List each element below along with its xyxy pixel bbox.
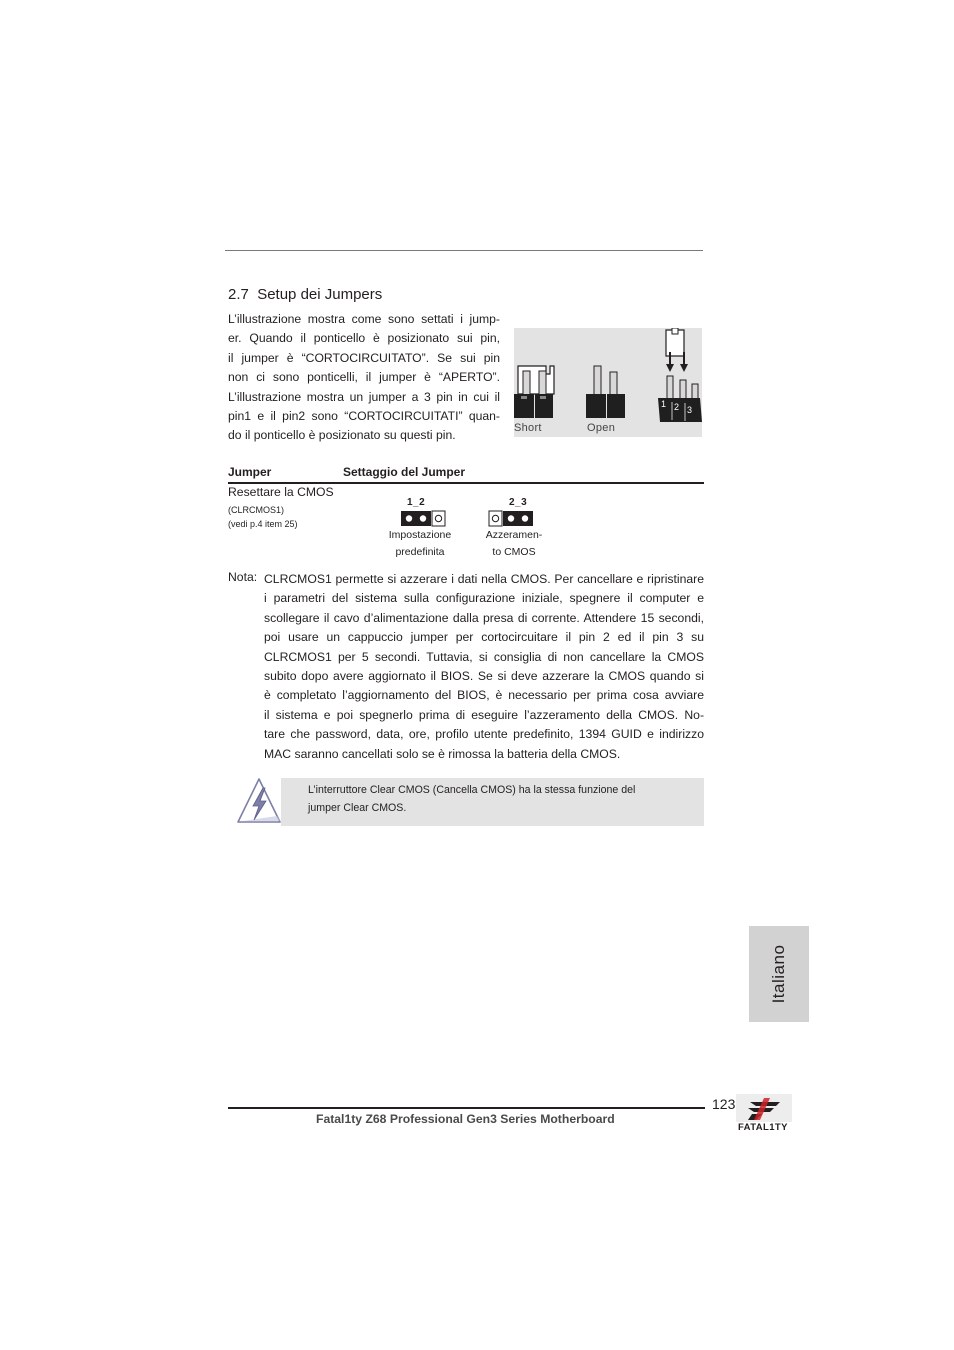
note-line: il sistema e poi spegnerlo prima di eseguire l’azzeramento della CMOS. No- (264, 707, 704, 722)
open-label: Open (587, 422, 616, 434)
table-header-jumper: Jumper (228, 465, 272, 479)
setting1-pins: 1_2 (407, 497, 426, 508)
section-heading (228, 286, 382, 303)
pin-number-1: 1 (661, 399, 667, 409)
note-line: CLRCMOS1 permette si azzerare i dati nella CMOS. Per cancellare e ripristinare (264, 572, 704, 586)
jumper-name: Resettare la CMOS (228, 485, 334, 499)
jumper-diagram (514, 328, 702, 437)
footer-title: Fatal1ty Z68 Professional Gen3 Series Motherboard (316, 1112, 615, 1126)
intro-line: er. Quando il ponticello è posizionato sui pin, (228, 331, 500, 346)
note-line: scollegare il cavo d’alimentazione dalla presa di corrente. Attendere 15 secondi, (264, 610, 704, 625)
jumper-page-ref: (vedi p.4 item 25) (228, 519, 298, 529)
setting2-caption-line1: Azzeramen- (485, 529, 543, 541)
footer-rule (228, 1107, 705, 1109)
warning-lightning-icon (235, 776, 283, 826)
jumper-illustration (514, 328, 702, 437)
note-line: subito dopo avere aggiornato il BIOS. Se si deve azzerare la CMOS quando si (264, 669, 704, 684)
setting2-jumper-icon (488, 510, 534, 527)
note-label: Nota: (228, 570, 258, 584)
page-number: 123 (712, 1096, 736, 1112)
section-number: 2.7 (228, 286, 249, 303)
setting1-caption-line1: Impostazione (388, 529, 452, 541)
intro-line: L’illustrazione mostra un jumper a 3 pin in cui il (228, 389, 500, 404)
logo-text: FATAL1TY (738, 1122, 788, 1133)
setting1-caption (386, 527, 454, 561)
pin-number-2: 2 (674, 402, 680, 412)
note-line: è completato l’aggiornamento del BIOS, è necessario per prima cosa avviare (264, 688, 704, 703)
intro-paragraph (228, 310, 500, 446)
setting2-pins: 2_3 (509, 497, 528, 508)
jumper-code: (CLRCMOS1) (228, 505, 285, 515)
callout-line2: jumper Clear CMOS. (308, 801, 407, 814)
pin-number-3: 3 (687, 405, 693, 415)
short-jumper (514, 366, 554, 418)
table-rule (228, 482, 704, 484)
setting2-caption (480, 527, 548, 561)
note-body (264, 570, 704, 764)
callout-text (308, 782, 635, 817)
language-tab-label: Italiano (769, 944, 788, 1004)
language-tab (749, 926, 809, 1022)
table-header-setting: Settaggio del Jumper (343, 465, 466, 479)
setting1-jumper-icon (400, 510, 446, 527)
intro-line: non ci sono ponticelli, il jumper è “APERTO”. (228, 370, 500, 385)
fatal1ty-logo (736, 1094, 792, 1134)
intro-line: do il ponticello è posizionato su questi pin. (228, 428, 456, 443)
callout-line1: L’interruttore Clear CMOS (Cancella CMOS) ha la stessa funzione del (308, 784, 636, 796)
setting1-caption-line2: predefinita (395, 546, 445, 558)
note-line: poi usare un cappuccio jumper per cortocircuitare il pin 2 ed il pin 3 su (264, 630, 704, 645)
note-line: i parametri del sistema sulla configurazione iniziale, spegnere il computer e (264, 591, 704, 606)
note-line: tare che password, data, ore, profilo utente predefinito, 1394 GUID e indirizzo (264, 727, 704, 742)
open-jumper (586, 366, 625, 418)
note-line: CLRCMOS1 per 5 secondi. Tuttavia, si consiglia di non cancellare la CMOS (264, 649, 704, 664)
intro-line: il jumper è “CORTOCIRCUITATO”. Se sui pin (228, 350, 500, 365)
short-label: Short (514, 422, 542, 434)
top-divider (225, 250, 703, 251)
note-line: MAC saranno cancellati solo se è rimossa la batteria della CMOS. (264, 746, 621, 761)
intro-line: pin1 e il pin2 sono “CORTOCIRCUITATI” quan- (228, 409, 500, 424)
intro-line: L’illustrazione mostra come sono settati i jump- (228, 312, 500, 326)
section-title: Setup dei Jumpers (257, 286, 383, 303)
setting2-caption-line2: to CMOS (492, 546, 536, 558)
fatal1ty-emblem-icon (736, 1094, 792, 1122)
